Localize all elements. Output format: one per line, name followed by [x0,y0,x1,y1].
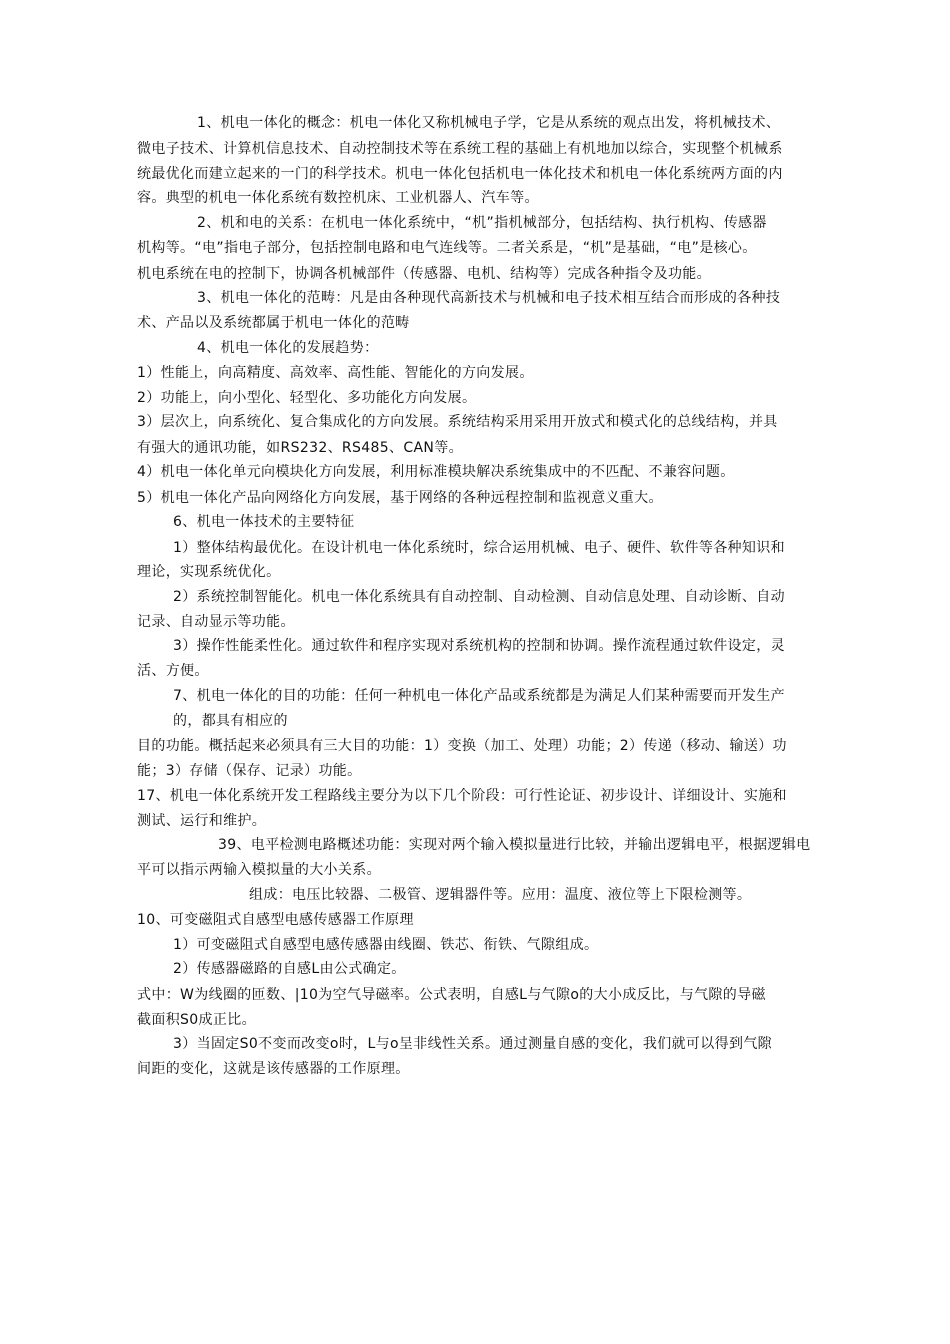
text-line: 2）功能上，向小型化、轻型化、多功能化方向发展。 [137,390,477,406]
text-line: 3、机电一体化的范畴：凡是由各种现代高新技术与机械和电子技术相互结合而形成的各种技 [197,290,781,306]
text-line: 1）性能上，向高精度、高效率、高性能、智能化的方向发展。 [137,365,534,381]
text-line: 2）传感器磁路的自感L由公式确定。 [173,961,406,977]
text-line: 能；3）存储（保存、记录）功能。 [137,763,362,779]
text-line: 截面积S0成正比。 [137,1012,256,1028]
text-line: 测试、运行和维护。 [137,813,267,829]
text-line: 术、产品以及系统都属于机电一体化的范畴 [137,315,410,331]
text-line: 2、机和电的关系：在机电一体化系统中，“机”指机械部分，包括结构、执行机构、传感器 [197,215,767,231]
text-line: 的，都具有相应的 [173,713,288,729]
text-line: 记录、自动显示等功能。 [137,614,295,630]
text-line: 微电子技术、计算机信息技术、自动控制技术等在系统工程的基础上有机地加以综合，实现整个机械系 [137,141,783,157]
text-line: 4）机电一体化单元向模块化方向发展，利用标准模块解决系统集成中的不匹配、不兼容问题。 [137,464,735,480]
text-line: 目的功能。概括起来必须具有三大目的功能：1）变换（加工、处理）功能；2）传递（移动、输送）功 [137,738,787,754]
text-line: 39、电平检测电路概述功能：实现对两个输入模拟量进行比较，并输出逻辑电平，根据逻辑电 [218,837,811,853]
text-line: 机电系统在电的控制下，协调各机械部件（传感器、电机、结构等）完成各种指令及功能。 [137,266,711,282]
text-line: 7、机电一体化的目的功能：任何一种机电一体化产品或系统都是为满足人们某种需要而开发生产 [173,688,785,704]
text-line: 机构等。“电”指电子部分，包括控制电路和电气连线等。二者关系是，“机”是基础，“电”是核心。 [137,240,757,256]
text-line: 4、机电一体化的发展趋势： [197,340,379,356]
text-line: 理论，实现系统优化。 [137,564,281,580]
text-line: 平可以指示两输入模拟量的大小关系。 [137,862,381,878]
text-line: 活、方便。 [137,663,209,679]
text-line: 1、机电一体化的概念：机电一体化又称机械电子学，它是从系统的观点出发，将机械技术、 [197,115,781,131]
text-line: 统最优化而建立起来的一门的科学技术。机电一体化包括机电一体化技术和机电一体化系统两方面的内 [137,166,783,182]
text-line: 间距的变化，这就是该传感器的工作原理。 [137,1061,410,1077]
text-line: 组成：电压比较器、二极管、逻辑器件等。应用：温度、液位等上下限检测等。 [249,887,752,903]
text-line: 1）整体结构最优化。在设计机电一体化系统时，综合运用机械、电子、硬件、软件等各种知识和 [173,540,785,556]
text-line: 3）层次上，向系统化、复合集成化的方向发展。系统结构采用采用开放式和模式化的总线结构，并具 [137,414,778,430]
text-line: 2）系统控制智能化。机电一体化系统具有自动控制、自动检测、自动信息处理、自动诊断、自动 [173,589,785,605]
text-line: 17、机电一体化系统开发工程路线主要分为以下几个阶段：可行性论证、初步设计、详细设计、实施和 [137,788,787,804]
text-line: 3）操作性能柔性化。通过软件和程序实现对系统机构的控制和协调。操作流程通过软件设定，灵 [173,638,785,654]
text-line: 5）机电一体化产品向网络化方向发展，基于网络的各种远程控制和监视意义重大。 [137,490,663,506]
text-line: 10、可变磁阻式自感型电感传感器工作原理 [137,912,414,928]
text-line: 容。典型的机电一体化系统有数控机床、工业机器人、汽车等。 [137,190,539,206]
text-line: 式中：W为线圈的匝数、|10为空气导磁率。公式表明，自感L与气隙o的大小成反比，与气隙的导磁 [137,987,766,1003]
text-line: 3）当固定S0不变而改变o时，L与o呈非线性关系。通过测量自感的变化，我们就可以得到气隙 [173,1036,773,1052]
text-line: 6、机电一体技术的主要特征 [173,514,355,530]
text-line: 有强大的通讯功能，如RS232、RS485、CAN等。 [137,440,463,456]
text-line: 1）可变磁阻式自感型电感传感器由线圈、铁芯、衔铁、气隙组成。 [173,937,599,953]
